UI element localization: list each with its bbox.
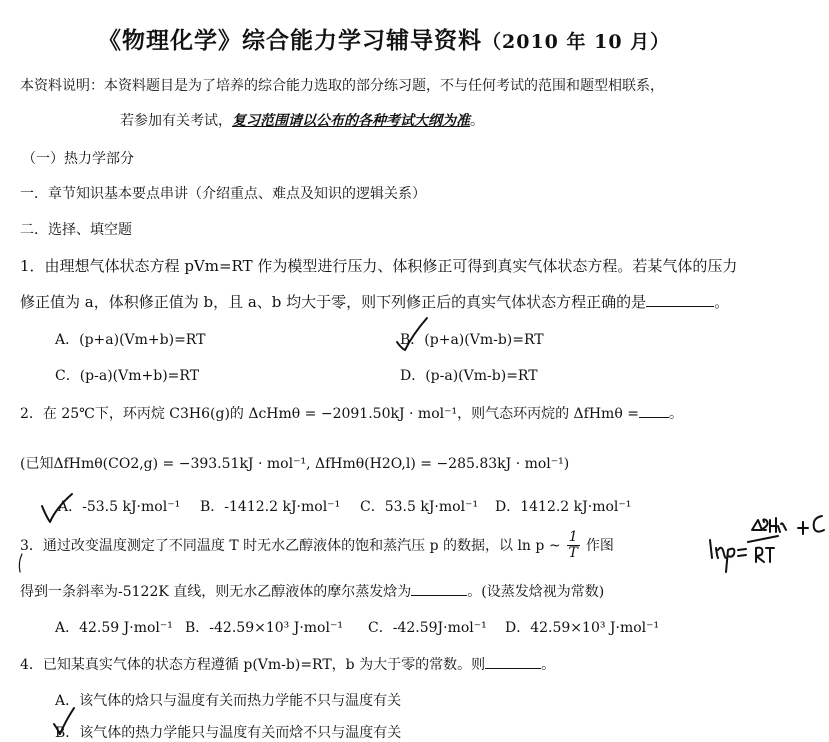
q1-line-2 <box>20 291 729 312</box>
q3-fraction <box>567 530 580 562</box>
q3-fraction-den: T <box>568 545 578 562</box>
title-date: （2010 年 10 月） <box>482 31 671 53</box>
q1-line-2-text: 修正值为 a，体积修正值为 b，且 a、b 均大于零，则下列修正后的真实气体状态方程正确的是 <box>20 293 647 311</box>
checkmark-q2-a <box>38 488 78 528</box>
title-main: 《物理化学》综合能力学习辅导资料 <box>98 27 482 54</box>
q3-option-c: C．-42.59J·mol⁻¹ <box>368 620 487 636</box>
q3-line-2 <box>20 581 604 601</box>
q1-option-a: A．(p+a)(Vm+b)=RT <box>55 332 206 348</box>
intro-line-2 <box>120 110 484 130</box>
q2-answer-blank[interactable] <box>639 403 669 418</box>
q1-answer-blank[interactable] <box>646 292 714 307</box>
checkmark-q1-b <box>393 316 433 356</box>
q2-line-1-text: 2．在 25℃下，环丙烷 C3H6(g)的 ΔcHmθ = −2091.50kJ · mol⁻¹，则气态环丙烷的 ΔfHmθ = <box>20 406 639 422</box>
intro-prefix: 若参加有关考试， <box>120 113 232 129</box>
intro-emphasis: 复习范围请以公布的各种考试大纲为准 <box>232 113 470 129</box>
q3-line-1 <box>20 530 614 562</box>
checkmark-q4-b <box>50 704 80 738</box>
q3-line-2-end: 。(设蒸发焓视为常数) <box>467 584 605 600</box>
handwritten-margin-formula <box>706 500 826 590</box>
q3-option-b: B．-42.59×10³ J·mol⁻¹ <box>185 620 343 636</box>
section-item-1: 一．章节知识基本要点串讲（介绍重点、难点及知识的逻辑关系） <box>20 186 426 202</box>
section-item-2: 二．选择、填空题 <box>20 222 132 238</box>
q3-option-a: A．42.59 J·mol⁻¹ <box>55 620 173 636</box>
q1-line-2-end: 。 <box>714 293 730 311</box>
q2-option-d: D．1412.2 kJ·mol⁻¹ <box>495 499 632 515</box>
q1-option-d: D．(p-a)(Vm-b)=RT <box>400 368 538 384</box>
q2-line-1-end: 。 <box>668 406 683 422</box>
q4-option-a: A．该气体的焓只与温度有关而热力学能不只与温度有关 <box>55 693 402 709</box>
q2-given: (已知ΔfHmθ(CO2,g) = −393.51kJ · mol⁻¹, ΔfHmθ(H2O,l) = −285.83kJ · mol⁻¹) <box>20 456 570 472</box>
q3-line-1-text: 3．通过改变温度测定了不同温度 T 时无水乙醇液体的饱和蒸汽压 p 的数据，以 ln p ~ <box>20 537 561 554</box>
q1-line-1: 1．由理想气体状态方程 pVm=RT 作为模型进行压力、体积修正可得到真实气体状态方程。若某气体的压力 <box>20 257 738 275</box>
q4-option-b: B．该气体的热力学能只与温度有关而焓不只与温度有关 <box>55 725 402 741</box>
section-thermodynamics: （一）热力学部分 <box>22 151 134 167</box>
q4-line-1 <box>20 654 555 674</box>
q3-line-1-suffix: 作图 <box>585 537 614 554</box>
q3-fraction-num: 1 <box>567 530 580 546</box>
q4-answer-blank[interactable] <box>485 654 541 669</box>
q4-line-1-text: 4．已知某真实气体的状态方程遵循 p(Vm-b)=RT，b 为大于零的常数。则 <box>20 657 486 673</box>
q2-line-1 <box>20 403 683 423</box>
intro-suffix: 。 <box>470 113 484 129</box>
q1-option-c: C．(p-a)(Vm+b)=RT <box>55 368 200 384</box>
q3-option-d: D．42.59×10³ J·mol⁻¹ <box>505 620 660 636</box>
page-title <box>98 22 670 55</box>
q1-option-b: B．(p+a)(Vm-b)=RT <box>400 332 544 348</box>
q3-answer-blank[interactable] <box>411 581 467 596</box>
q2-option-c: C．53.5 kJ·mol⁻¹ <box>360 499 479 515</box>
pencil-tick-q3 <box>14 552 26 576</box>
q2-option-b: B．-1412.2 kJ·mol⁻¹ <box>200 499 341 515</box>
q3-line-2-text: 得到一条斜率为-5122K 直线，则无水乙醇液体的摩尔蒸发焓为 <box>20 584 412 600</box>
q4-line-1-end: 。 <box>541 657 556 673</box>
q2-option-a: A．-53.5 kJ·mol⁻¹ <box>58 499 181 515</box>
intro-line-1: 本资料说明：本资料题目是为了培养的综合能力选取的部分练习题，不与任何考试的范围和题型相联系， <box>20 78 664 94</box>
